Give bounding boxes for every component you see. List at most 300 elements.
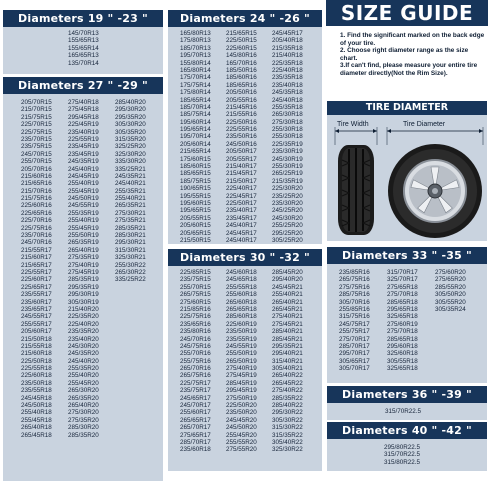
tire-size-entry: 215/70R15 xyxy=(21,106,52,114)
tire-size-entry: 215/60R18 xyxy=(21,350,52,358)
tire-size-entry: 215/35R19 xyxy=(272,177,303,185)
size-column xyxy=(384,444,432,466)
tire-size-entry: 215/60R16 xyxy=(21,172,52,180)
tire-size-entry: 275/45R18 xyxy=(68,106,99,114)
instructions xyxy=(340,32,486,78)
tire-size-entry: 235/50R19 xyxy=(226,328,257,336)
tire-size-entry: 215/60R17 xyxy=(21,254,52,262)
size-column xyxy=(272,269,318,454)
tire-size-entry: 325/30R22 xyxy=(272,446,303,454)
size-column xyxy=(387,269,435,372)
tire-size-entry: 275/30R18 xyxy=(272,118,303,126)
tire-size-entry: 245/50R16 xyxy=(226,140,257,148)
tire-size-entry: 235/50R18 xyxy=(21,379,52,387)
tire-size-entry: 235/40R18 xyxy=(272,81,303,89)
tire-size-entry: 285/35R21 xyxy=(115,224,146,232)
tire-size-entry: 275/30R21 xyxy=(115,209,146,217)
tire-size-entry: 225/55R19 xyxy=(68,135,99,143)
tire-size-entry: 235/25R20 xyxy=(272,192,303,200)
panel-diameters-24-26 xyxy=(168,10,322,244)
tire-size-entry: 325/30R20 xyxy=(115,150,146,158)
tire-size-entry: 245/35R19 xyxy=(68,158,99,166)
tire-size-entry: 265/40R19 xyxy=(68,246,99,254)
tire-size-entry: 255/50R19 xyxy=(226,350,257,358)
instruction-step-3: 3.If can't find, please measure your entire tire diameter directly(Not the Rim Size). xyxy=(340,62,478,77)
tire-size-entry: 305/40R21 xyxy=(272,365,303,373)
tire-size-entry: 255/45R19 xyxy=(68,224,99,232)
tire-size-entry: 255/35R18 xyxy=(272,103,303,111)
tire-size-entry: 265/45R21 xyxy=(272,305,303,313)
tire-size-entry: 255/75R16 xyxy=(180,357,211,365)
tire-size-entry: 245/40R17 xyxy=(226,222,257,230)
tire-size-entry: 245/45R20 xyxy=(226,416,257,424)
tire-size-entry: 275/35R19 xyxy=(68,254,99,262)
tire-size-entry: 265/65R18 xyxy=(226,305,257,313)
tire-size-entry: 285/35R20 xyxy=(68,431,99,439)
panel-diameters-33-35 xyxy=(327,247,487,383)
tire-size-entry: 245/55R19 xyxy=(68,202,99,210)
tire-size-entry: 225/75R15 xyxy=(21,128,52,136)
tire-size-entry: 245/25R20 xyxy=(272,207,303,215)
tire-size-entry: 255/30R18 xyxy=(272,133,303,141)
tire-size-entry: 295/70R17 xyxy=(339,350,370,358)
tire-width-label: Tire Width xyxy=(337,121,369,128)
tire-size-entry: 215/55R16 xyxy=(226,111,257,119)
tire-size-entry: 245/65R18 xyxy=(226,276,257,284)
tire-size-entry: 245/50R20 xyxy=(226,424,257,432)
tire-size-entry: 275/40R19 xyxy=(68,261,99,269)
tire-size-entry: 285/65R18 xyxy=(387,335,418,343)
panel-header: Diameters 30 " -32 " xyxy=(168,249,322,266)
tire-size-entry: 225/40R20 xyxy=(68,320,99,328)
tire-size-entry: 255/45R20 xyxy=(226,431,257,439)
tire-size-entry: 295/60R18 xyxy=(387,342,418,350)
tire-size-entry: 295/35R20 xyxy=(115,113,146,121)
size-column xyxy=(272,30,318,244)
tire-size-entry: 285/60R18 xyxy=(226,313,257,321)
tire-size-entry: 295/30R19 xyxy=(68,291,99,299)
tire-size-entry: 235/50R16 xyxy=(226,133,257,141)
tire-size-entry: 255/70R15 xyxy=(180,283,211,291)
panel-header: Diameters 27 " -29 " xyxy=(3,77,163,94)
tire-size-entry: 275/35R20 xyxy=(68,416,99,424)
tire-size-entry: 185/60R15 xyxy=(180,163,211,171)
tire-size-entry: 195/65R15 xyxy=(180,207,211,215)
tire-size-entry: 235/75R15 xyxy=(180,276,211,284)
tire-size-entry: 255/30R19 xyxy=(272,163,303,171)
tire-size-entry: 285/45R20 xyxy=(272,269,303,276)
tire-size-entry: 155/80R14 xyxy=(180,59,211,67)
tire-size-entry: 185/70R14 xyxy=(180,103,211,111)
tire-size-entry: 315/35R22 xyxy=(272,431,303,439)
tire-size-entry: 285/45R19 xyxy=(226,379,257,387)
tire-size-entry: 255/70R16 xyxy=(180,350,211,358)
tire-size-entry: 275/75R16 xyxy=(339,283,370,291)
tire-size-entry: 165/80R13 xyxy=(180,30,211,37)
size-column xyxy=(385,408,433,415)
tire-size-entry: 275/30R20 xyxy=(68,409,99,417)
size-column xyxy=(339,269,387,372)
tire-size-entry: 235/65R16 xyxy=(180,320,211,328)
tire-size-entry: 315/30R22 xyxy=(272,424,303,432)
tire-size-entry: 255/50R19 xyxy=(68,232,99,240)
tire-size-entry: 225/35R20 xyxy=(68,313,99,321)
tire-size-entry: 205/70R16 xyxy=(21,165,52,173)
page-title: SIZE GUIDE xyxy=(326,0,488,26)
tire-size-entry: 135/70R14 xyxy=(68,59,99,67)
tire-size-entry: 225/40R17 xyxy=(226,185,257,193)
tire-size-entry: 255/45R18 xyxy=(21,416,52,424)
tire-size-entry: 165/80R14 xyxy=(180,66,211,74)
tire-size-entry: 225/75R17 xyxy=(180,379,211,387)
tire-size-entry: 255/55R20 xyxy=(226,438,257,446)
tire-size-entry: 225/50R15 xyxy=(226,37,257,45)
tire-diameter-label: Tire Diameter xyxy=(403,121,446,128)
tire-size-entry: 215/50R15 xyxy=(180,236,211,244)
tire-size-entry: 215/40R20 xyxy=(68,305,99,313)
tire-size-entry: 245/55R17 xyxy=(21,313,52,321)
tire-size-entry: 185/65R15 xyxy=(180,170,211,178)
tire-size-entry: 305/55R18 xyxy=(387,357,418,365)
tire-size-entry: 215/65R15 xyxy=(226,30,257,37)
tire-size-entry: 285/35R19 xyxy=(68,276,99,284)
tire-size-entry: 235/70R15 xyxy=(21,135,52,143)
tire-size-entry: 155/65R13 xyxy=(68,37,99,45)
tire-size-entry: 275/55R20 xyxy=(226,446,257,454)
tire-size-entry: 255/85R16 xyxy=(339,305,370,313)
tire-size-entry: 235/30R19 xyxy=(272,148,303,156)
tire-size-entry: 295/30R22 xyxy=(272,409,303,417)
tire-size-entry: 215/40R17 xyxy=(226,163,257,171)
tire-wheel-icon xyxy=(388,144,482,238)
tire-size-entry: 235/40R17 xyxy=(226,207,257,215)
tire-size-entry: 305/30R20 xyxy=(115,121,146,129)
tire-size-entry: 205/65R15 xyxy=(180,229,211,237)
tire-size-entry: 205/40R18 xyxy=(272,37,303,45)
size-column xyxy=(68,99,115,439)
tire-size-entry: 295/40R20 xyxy=(272,276,303,284)
tire-size-entry: 325/30R21 xyxy=(115,254,146,262)
size-column xyxy=(21,99,68,439)
tire-size-entry: 225/55R16 xyxy=(226,126,257,134)
tire-size-entry: 315/30R21 xyxy=(115,246,146,254)
tire-size-entry: 235/35R20 xyxy=(68,328,99,336)
tire-size-entry: 155/65R14 xyxy=(68,44,99,52)
tire-size-entry: 235/55R19 xyxy=(226,335,257,343)
tire-size-entry: 245/45R17 xyxy=(272,30,303,37)
tire-size-entry: 275/45R19 xyxy=(68,268,99,276)
tire-size-entry: 215/65R17 xyxy=(21,261,52,269)
tire-size-entry: 255/40R21 xyxy=(115,195,146,203)
tire-size-entry: 315/75R16 xyxy=(339,313,370,321)
tire-size-entry: 305/30R19 xyxy=(68,298,99,306)
tire-size-entry: 325/70R17 xyxy=(387,276,418,284)
panel-header: Diameters 19 " -23 " xyxy=(3,10,163,27)
tire-size-entry: 225/75R16 xyxy=(180,313,211,321)
tire-size-entry: 335/25R22 xyxy=(115,276,146,284)
tire-size-entry: 245/40R18 xyxy=(272,96,303,104)
size-column xyxy=(435,269,483,372)
tire-size-entry: 325/60R18 xyxy=(387,350,418,358)
tire-size-entry: 335/25R21 xyxy=(115,165,146,173)
tire-size-entry: 205/50R17 xyxy=(226,148,257,156)
tire-size-entry: 245/40R19 xyxy=(68,165,99,173)
tire-size-entry: 225/50R17 xyxy=(226,199,257,207)
tire-size-entry: 215/55R17 xyxy=(21,246,52,254)
tire-size-entry: 185/60R16 xyxy=(226,74,257,82)
tire-size-entry: 265/75R15 xyxy=(180,291,211,299)
tire-size-entry: 215/45R17 xyxy=(226,170,257,178)
panel-diameters-36-39 xyxy=(327,386,487,420)
tire-size-entry: 255/45R19 xyxy=(68,187,99,195)
tire-size-entry: 255/55R17 xyxy=(21,320,52,328)
panel-header: Diameters 33 " -35 " xyxy=(327,247,487,264)
tire-size-entry: 215/45R16 xyxy=(226,103,257,111)
tire-size-entry: 275/60R19 xyxy=(387,320,418,328)
tire-size-entry: 215/70R16 xyxy=(21,187,52,195)
tire-size-entry: 195/60R15 xyxy=(180,199,211,207)
tire-size-entry: 265/35R19 xyxy=(68,239,99,247)
tire-size-entry: 265/35R21 xyxy=(115,202,146,210)
tire-size-entry: 285/70R17 xyxy=(339,342,370,350)
tire-size-entry: 245/65R17 xyxy=(180,394,211,402)
tire-size-entry: 185/75R14 xyxy=(180,111,211,119)
tire-size-entry: 285/75R16 xyxy=(339,291,370,299)
tire-size-entry: 265/70R17 xyxy=(180,424,211,432)
tire-size-entry: 245/30R20 xyxy=(68,342,99,350)
tire-size-entry: 285/40R20 xyxy=(115,99,146,106)
tire-size-entry: 225/50R20 xyxy=(226,402,257,410)
tire-size-entry: 225/60R15 xyxy=(226,44,257,52)
tire-size-entry: 305/30R22 xyxy=(272,416,303,424)
tire-size-entry: 295/30R21 xyxy=(115,239,146,247)
tire-size-entry: 225/60R17 xyxy=(21,276,52,284)
tire-size-entry: 295/40R21 xyxy=(272,350,303,358)
tire-size-entry: 255/35R21 xyxy=(115,187,146,195)
tire-size-entry: 255/40R20 xyxy=(68,372,99,380)
tire-size-entry: 265/40R20 xyxy=(68,402,99,410)
tire-size-entry: 245/30R19 xyxy=(272,155,303,163)
tire-size-entry: 235/45R19 xyxy=(68,150,99,158)
tire-size-entry: 265/60R18 xyxy=(226,298,257,306)
tire-size-entry: 265/25R19 xyxy=(272,170,303,178)
tire-size-entry: 295/45R18 xyxy=(68,113,99,121)
tire-size-entry: 235/45R17 xyxy=(226,214,257,222)
tire-size-entry: 265/35R20 xyxy=(68,394,99,402)
tire-size-entry: 235/70R16 xyxy=(21,232,52,240)
tire-size-entry: 275/45R19 xyxy=(226,372,257,380)
size-column xyxy=(226,269,272,454)
tire-size-entry: 235/80R16 xyxy=(180,328,211,336)
tire-size-entry: 285/30R21 xyxy=(115,232,146,240)
tire-size-entry: 275/70R18 xyxy=(387,291,418,299)
tire-size-entry: 265/30R20 xyxy=(68,387,99,395)
tire-size-entry: 185/75R15 xyxy=(180,177,211,185)
size-column xyxy=(68,30,118,67)
tire-size-entry: 245/60R18 xyxy=(226,269,257,276)
tire-size-entry: 305/35R24 xyxy=(435,305,466,313)
tire-size-entry: 245/70R17 xyxy=(180,402,211,410)
tire-size-entry: 225/65R17 xyxy=(21,283,52,291)
tire-size-entry: 245/40R17 xyxy=(226,236,257,244)
tire-size-entry: 265/45R22 xyxy=(272,379,303,387)
tire-size-entry: 215/50R17 xyxy=(226,177,257,185)
tire-size-entry: 205/60R17 xyxy=(21,328,52,336)
tire-size-entry: 325/25R20 xyxy=(115,143,146,151)
tire-size-entry: 205/55R17 xyxy=(226,155,257,163)
tire-size-entry: 325/65R18 xyxy=(387,313,418,321)
tire-size-entry: 185/65R14 xyxy=(180,96,211,104)
tire-size-entry: 275/40R22 xyxy=(272,387,303,395)
tire-size-entry: 315/70R22.5 xyxy=(384,451,421,459)
tire-size-entry: 245/70R16 xyxy=(21,239,52,247)
tire-size-entry: 285/65R18 xyxy=(387,298,418,306)
tire-size-entry: 265/50R19 xyxy=(226,357,257,365)
tire-size-entry: 295/30R20 xyxy=(115,106,146,114)
tire-size-entry: 275/45R21 xyxy=(272,320,303,328)
panel-diameters-40-42 xyxy=(327,422,487,471)
tire-size-entry: 205/70R15 xyxy=(21,99,52,106)
tire-size-entry: 235/55R18 xyxy=(21,387,52,395)
tire-size-entry: 235/30R20 xyxy=(272,199,303,207)
tire-size-entry: 325/65R18 xyxy=(387,365,418,373)
tire-side-icon xyxy=(338,145,374,235)
tire-size-entry: 225/70R15 xyxy=(21,121,52,129)
tire-size-entry: 275/40R19 xyxy=(226,365,257,373)
tire-size-entry: 275/70R17 xyxy=(339,335,370,343)
tire-size-entry: 265/75R16 xyxy=(180,372,211,380)
tire-size-entry: 275/50R19 xyxy=(226,394,257,402)
tire-size-entry: 245/40R21 xyxy=(115,180,146,188)
tire-size-entry: 265/40R21 xyxy=(272,298,303,306)
tire-size-entry: 185/70R13 xyxy=(180,44,211,52)
tire-size-entry: 215/50R18 xyxy=(21,335,52,343)
tire-size-entry: 245/45R19 xyxy=(68,172,99,180)
tire-size-entry: 205/60R15 xyxy=(180,222,211,230)
tire-size-entry: 225/60R18 xyxy=(21,372,52,380)
tire-size-entry: 285/40R21 xyxy=(272,328,303,336)
size-column xyxy=(180,30,226,244)
tire-size-entry: 255/75R17 xyxy=(339,328,370,336)
tire-size-entry: 145/80R16 xyxy=(226,52,257,60)
tire-size-entry: 255/40R18 xyxy=(21,409,52,417)
tire-size-entry: 190/65R15 xyxy=(180,185,211,193)
tire-size-entry: 245/75R16 xyxy=(180,342,211,350)
tire-size-entry: 225/40R18 xyxy=(272,66,303,74)
tire-size-entry: 175/80R14 xyxy=(180,89,211,97)
tire-size-entry: 265/75R16 xyxy=(339,276,370,284)
tire-diameter-panel xyxy=(327,101,487,241)
tire-size-entry: 165/70R16 xyxy=(226,59,257,67)
instruction-step-2: 2. Choose right diameter range as the size chart. xyxy=(340,47,469,62)
tire-size-entry: 255/35R19 xyxy=(68,209,99,217)
tire-size-entry: 235/60R18 xyxy=(180,446,211,454)
tire-size-entry: 235/75R17 xyxy=(180,387,211,395)
tire-size-entry: 305/40R22 xyxy=(272,438,303,446)
tire-size-entry: 215/35R18 xyxy=(272,44,303,52)
tire-size-entry: 255/70R15 xyxy=(21,158,52,166)
tire-size-entry: 215/75R16 xyxy=(21,195,52,203)
tire-size-entry: 295/25R20 xyxy=(272,229,303,237)
tire-size-entry: 295/45R19 xyxy=(226,387,257,395)
tire-size-entry: 285/45R21 xyxy=(272,335,303,343)
tire-size-entry: 285/40R22 xyxy=(272,402,303,410)
tire-size-entry: 205/55R16 xyxy=(226,96,257,104)
panel-diameters-19-23 xyxy=(3,10,163,74)
tire-size-entry: 285/55R20 xyxy=(435,283,466,291)
tire-size-entry: 235/60R17 xyxy=(21,298,52,306)
tire-size-entry: 245/40R20 xyxy=(68,357,99,365)
tire-size-entry: 195/70R14 xyxy=(180,133,211,141)
tire-size-entry: 255/40R19 xyxy=(68,217,99,225)
tire-size-entry: 305/50R20 xyxy=(435,291,466,299)
tire-size-entry: 305/55R20 xyxy=(435,298,466,306)
tire-size-entry: 245/30R20 xyxy=(272,214,303,222)
tire-size-entry: 175/80R13 xyxy=(180,37,211,45)
tire-size-entry: 215/85R16 xyxy=(180,305,211,313)
tire-size-entry: 255/35R20 xyxy=(68,365,99,373)
tire-size-entry: 235/55R17 xyxy=(21,291,52,299)
tire-size-entry: 205/50R16 xyxy=(226,89,257,97)
tire-size-entry: 305/65R17 xyxy=(339,357,370,365)
tire-size-entry: 225/75R16 xyxy=(21,224,52,232)
tire-size-entry: 225/35R19 xyxy=(272,140,303,148)
tire-size-entry: 225/60R16 xyxy=(21,202,52,210)
tire-size-entry: 295/35R21 xyxy=(272,342,303,350)
tire-size-entry: 255/30R22 xyxy=(115,261,146,269)
tire-size-entry: 305/35R20 xyxy=(115,128,146,136)
tire-size-entry: 175/70R14 xyxy=(180,74,211,82)
tire-size-entry: 205/60R14 xyxy=(180,140,211,148)
tire-size-entry: 265/70R16 xyxy=(180,365,211,373)
tire-size-entry: 315/80R22.5 xyxy=(384,458,421,466)
tire-size-entry: 225/50R18 xyxy=(21,357,52,365)
tire-size-entry: 195/70R13 xyxy=(180,52,211,60)
tire-size-entry: 175/60R15 xyxy=(180,155,211,163)
panel-diameters-27-29 xyxy=(3,77,163,481)
tire-size-entry: 315/35R20 xyxy=(115,135,146,143)
tire-size-entry: 235/50R20 xyxy=(226,409,257,417)
tire-size-entry: 145/70R13 xyxy=(68,30,99,37)
tire-size-entry: 245/55R19 xyxy=(226,342,257,350)
tire-size-entry: 275/60R20 xyxy=(435,269,466,276)
tire-size-entry: 305/70R17 xyxy=(339,365,370,373)
tire-size-entry: 245/35R20 xyxy=(68,350,99,358)
instruction-step-1: 1. Find the significant marked on the back edge of your tire. xyxy=(340,32,485,47)
tire-size-entry: 195/55R15 xyxy=(180,192,211,200)
tire-size-entry: 245/45R21 xyxy=(272,283,303,291)
tire-size-entry: 255/40R21 xyxy=(272,291,303,299)
tire-size-entry: 275/40R21 xyxy=(272,313,303,321)
tire-size-entry: 255/40R19 xyxy=(68,180,99,188)
tire-size-entry: 265/30R22 xyxy=(115,268,146,276)
tire-size-entry: 225/55R17 xyxy=(21,268,52,276)
tire-size-entry: 225/70R16 xyxy=(21,217,52,225)
tire-size-entry: 245/50R19 xyxy=(68,195,99,203)
tire-size-entry: 255/55R18 xyxy=(226,283,257,291)
tire-size-entry: 185/50R16 xyxy=(226,66,257,74)
tire-size-entry: 235/85R16 xyxy=(339,269,370,276)
tire-size-entry: 235/65R17 xyxy=(21,305,52,313)
tire-size-entry: 235/40R20 xyxy=(68,335,99,343)
tire-size-entry: 265/45R18 xyxy=(21,431,52,439)
size-column xyxy=(115,99,162,439)
tire-size-entry: 245/70R15 xyxy=(21,150,52,158)
tire-size-entry: 265/40R18 xyxy=(21,424,52,432)
tire-size-entry: 175/75R14 xyxy=(180,81,211,89)
tire-size-entry: 255/60R18 xyxy=(226,291,257,299)
tire-size-entry: 295/80R22.5 xyxy=(384,444,421,451)
